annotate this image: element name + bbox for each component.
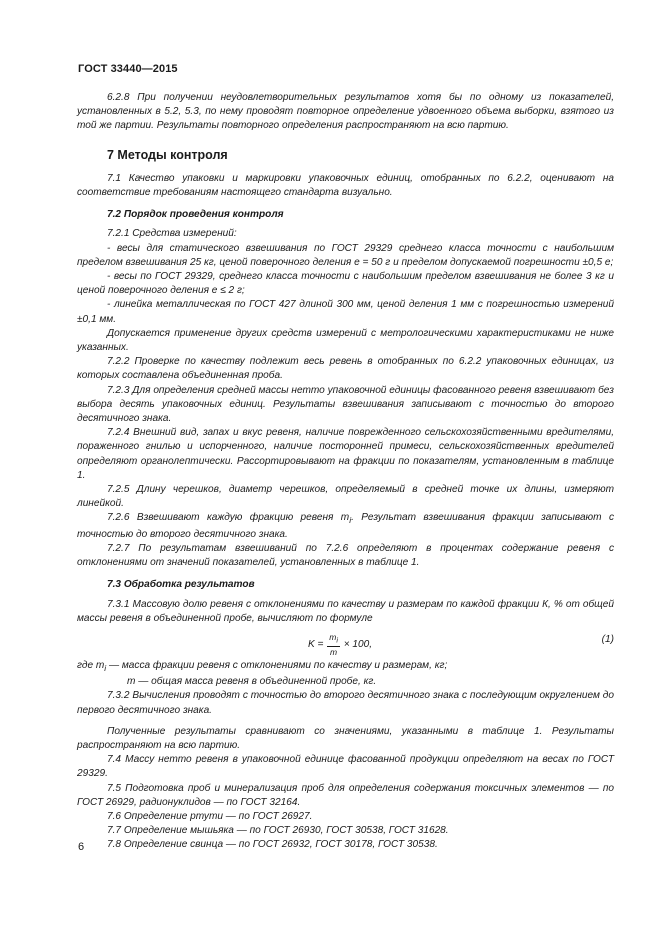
paragraph-6-2-8: 6.2.8 При получении неудовлетворительных результатов хотя бы по одному из показателей, установленных в 5.2, 5.3, по нему проводят повторное определение удвоенного объема выборки, взятого из той же партии. Результаты повторного определения распространяют на всю партию. xyxy=(77,92,614,132)
paragraph-7-2-1-note: Допускается применение других средств измерений с метрологическими характеристиками не ниже указанных. xyxy=(77,327,614,354)
formula-numerator xyxy=(327,632,340,647)
formula-fraction xyxy=(327,632,340,657)
section-7-title: 7 Методы контроля xyxy=(107,147,228,162)
formula-numerator-sub: i xyxy=(336,636,338,645)
paragraph-7-3-2: 7.3.2 Вычисления проводят с точностью до второго десятичного знака с последующим округлением до первого десятичного знака. xyxy=(77,690,614,716)
formula-number: (1) xyxy=(601,633,614,645)
paragraph-7-3-2-results: Полученные результаты сравнивают со значениями, указанными в таблице 1. Результаты распространяют на всю партию. xyxy=(77,725,614,751)
paragraph-7-2-7: 7.2.7 По результатам взвешиваний по 7.2.6 определяют в процентах содержание ревеня с отклонениями от значений показателей, установленных в таблице 1. xyxy=(77,542,614,569)
formula-rhs: × 100, xyxy=(343,638,373,650)
where-subscript: i xyxy=(104,662,107,673)
paragraph-7-6: 7.6 Определение ртути — по ГОСТ 26927. xyxy=(107,810,313,822)
document-body xyxy=(77,91,614,853)
paragraph-7-2-5: 7.2.5 Длину черешков, диаметр черешков, определяемый в средней точке их длины, измеряют линейкой. xyxy=(77,484,614,510)
paragraph-7-1: 7.1 Качество упаковки и маркировки упаковочных единиц, отобранных по 6.2.2, оценивают на соответствие требованиям настоящего стандарта визуально. xyxy=(77,172,614,199)
formula-where-mi xyxy=(77,659,614,675)
paragraph-7-3-1: 7.3.1 Массовую долю ревеня с отклонениями по качеству и размерам по каждой фракции К, % от общей массы ревеня в объединенной пробе, вычисляют по формуле xyxy=(77,598,614,624)
document-header: ГОСТ 33440—2015 xyxy=(78,63,178,75)
formula-1 xyxy=(77,629,614,657)
list-item-scales-small: - весы по ГОСТ 29329, среднего класса точности с наибольшим пределом взвешивания не более 3 кг и ценой поверочного деления е ≤ 2 г; xyxy=(77,271,614,297)
formula-lhs: K = xyxy=(308,638,324,650)
paragraph-7-4: 7.4 Массу нетто ревеня в упаковочной единице фасованной продукции определяют на весах по ГОСТ 29329. xyxy=(77,754,614,780)
paragraph-7-2-6-subscript: i xyxy=(349,515,352,526)
formula-denominator: m xyxy=(330,646,338,657)
paragraph-7-2-6-start: 7.2.6 Взвешивают каждую фракцию ревеня m xyxy=(107,512,350,524)
paragraph-7-2-1: 7.2.1 Средства измерений: xyxy=(107,228,237,240)
paragraph-7-8: 7.8 Определение свинца — по ГОСТ 26932, ГОСТ 30178, ГОСТ 30538. xyxy=(107,839,438,851)
formula-expression xyxy=(308,632,372,657)
paragraph-7-2-6 xyxy=(77,511,614,541)
page-number: 6 xyxy=(78,841,85,853)
list-item-scales-static: - весы для статического взвешивания по ГОСТ 29329 среднего класса точности с наибольшим пределом взвешивания 25 кг, ценой поверочного деления е = 50 г и пределом допускаемой погрешности ±0,5 е; xyxy=(77,242,614,268)
paragraph-7-2-3: 7.2.3 Для определения средней массы нетто упаковочной единицы фасованного ревеня взвешивают без выбора десять упаковочных единиц. Результаты взвешивания записывают с точностью до второго десятичного знака. xyxy=(77,384,614,425)
formula-numerator-m: m xyxy=(329,631,337,642)
subsection-7-2-title: 7.2 Порядок проведения контроля xyxy=(107,209,284,221)
paragraph-7-2-2: 7.2.2 Проверке по качеству подлежит весь ревень в отобранных по 6.2.2 упаковочных единицах, из которых составлена объединенная проба. xyxy=(77,356,614,382)
where-text: — масса фракции ревеня с отклонениями по качеству и размерам, кг; xyxy=(106,659,448,671)
formula-where-m: m — общая масса ревеня в объединенной пробе, кг. xyxy=(127,676,377,688)
list-item-ruler: - линейка металлическая по ГОСТ 427 длиной 300 мм, ценой деления 1 мм с погрешностью измерений ±0,1 мм. xyxy=(77,299,614,325)
subsection-7-3-title: 7.3 Обработка результатов xyxy=(107,579,255,591)
paragraph-7-2-6-end: . Результат взвешивания фракции записывают с точностью до второго десятичного знака. xyxy=(77,512,614,540)
paragraph-7-7: 7.7 Определение мышьяка — по ГОСТ 26930, ГОСТ 30538, ГОСТ 31628. xyxy=(107,825,449,837)
where-prefix: где m xyxy=(77,659,105,671)
paragraph-7-5: 7.5 Подготовка проб и минерализация проб для определения содержания токсичных элементов — по ГОСТ 26929, радионуклидов — по ГОСТ 32164. xyxy=(77,782,614,808)
paragraph-7-2-4: 7.2.4 Внешний вид, запах и вкус ревеня, наличие поврежденного сельскохозяйственными вредителями, пораженного гнилью и испорченного, наличие посторонней примеси, сельскохозяйственных вредителей определяют органолептически. Рассортировывают на фракции по показателям, установленным в таблице 1. xyxy=(77,427,614,481)
